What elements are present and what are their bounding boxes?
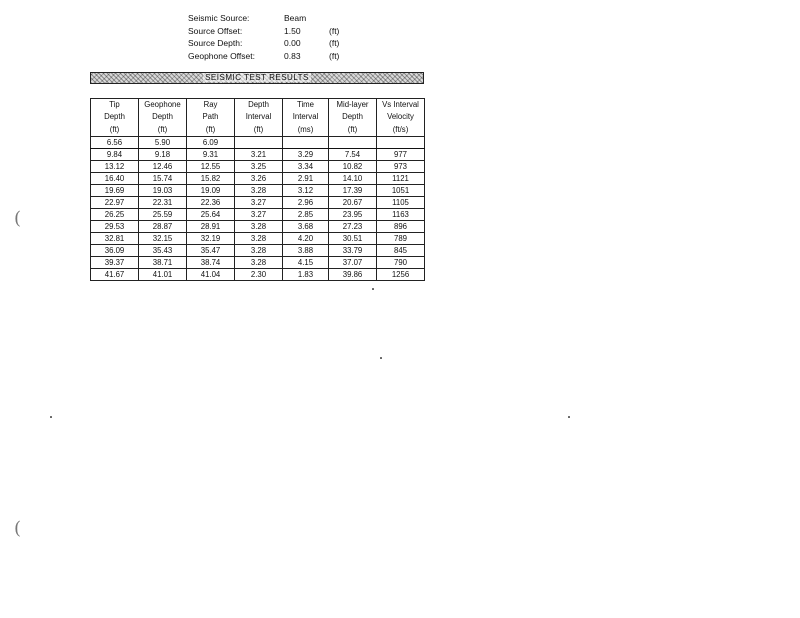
table-cell: 5.90 [139, 137, 187, 149]
table-cell: 17.39 [329, 185, 377, 197]
table-cell: 4.15 [283, 257, 329, 269]
table-cell: 1121 [377, 173, 425, 185]
table-cell: 7.54 [329, 149, 377, 161]
table-cell: 32.81 [91, 233, 139, 245]
column-header: (ft) [139, 123, 187, 137]
column-header: Geophone [139, 99, 187, 112]
table-cell: 39.86 [329, 269, 377, 281]
test-parameters [186, 13, 366, 63]
scan-artifact-dot [380, 357, 382, 359]
table-row [91, 245, 425, 257]
param-row-source-offset [186, 26, 366, 39]
column-header: Ray [187, 99, 235, 112]
column-header: (ft) [91, 123, 139, 137]
table-cell: 3.25 [235, 161, 283, 173]
param-label: Source Depth: [188, 38, 243, 48]
table-cell: 41.01 [139, 269, 187, 281]
column-header: Depth [235, 99, 283, 112]
column-header: Mid-layer [329, 99, 377, 112]
column-header: Depth [91, 111, 139, 123]
table-cell [283, 137, 329, 149]
param-row-source-depth [186, 38, 366, 51]
table-cell: 41.67 [91, 269, 139, 281]
param-label: Geophone Offset: [188, 50, 255, 61]
header-row [91, 111, 425, 123]
table-row [91, 269, 425, 281]
column-header: Vs Interval [377, 99, 425, 112]
column-header: (ft) [235, 123, 283, 137]
table-cell: 1163 [377, 209, 425, 221]
table-cell: 3.28 [235, 257, 283, 269]
column-header: Tip [91, 99, 139, 112]
param-row-geophone-offset [186, 51, 366, 64]
table-cell: 19.09 [187, 185, 235, 197]
table-cell: 19.03 [139, 185, 187, 197]
table-cell: 35.43 [139, 245, 187, 257]
table-cell: 789 [377, 233, 425, 245]
table-cell: 845 [377, 245, 425, 257]
table-cell: 14.10 [329, 173, 377, 185]
table-row [91, 137, 425, 149]
table-cell: 29.53 [91, 221, 139, 233]
table-row [91, 149, 425, 161]
scan-artifact-mark: ( [14, 518, 22, 539]
table-cell: 1256 [377, 269, 425, 281]
table-cell: 9.18 [139, 149, 187, 161]
table-cell: 22.31 [139, 197, 187, 209]
table-cell: 4.20 [283, 233, 329, 245]
column-header: (ms) [283, 123, 329, 137]
table-row [91, 221, 425, 233]
param-unit: (ft) [329, 38, 340, 48]
column-header: Path [187, 111, 235, 123]
table-row [91, 233, 425, 245]
table-cell: 20.67 [329, 197, 377, 209]
table-cell: 3.12 [283, 185, 329, 197]
table-cell: 25.59 [139, 209, 187, 221]
table-cell: 3.28 [235, 245, 283, 257]
seismic-results-table [90, 98, 425, 281]
table-cell: 3.28 [235, 233, 283, 245]
table-cell: 19.69 [91, 185, 139, 197]
table-cell: 3.28 [235, 221, 283, 233]
table-body [91, 137, 425, 281]
column-header: Depth [329, 111, 377, 123]
table-cell: 2.91 [283, 173, 329, 185]
scan-artifact-dot [50, 416, 52, 418]
table-cell: 27.23 [329, 221, 377, 233]
results-banner [90, 72, 424, 84]
column-header: (ft) [187, 123, 235, 137]
table-cell: 25.64 [187, 209, 235, 221]
scan-artifact-mark: ( [14, 208, 22, 229]
table-cell: 6.09 [187, 137, 235, 149]
table-cell: 15.82 [187, 173, 235, 185]
table-cell: 12.55 [187, 161, 235, 173]
table-cell: 16.40 [91, 173, 139, 185]
table-cell: 23.95 [329, 209, 377, 221]
table-cell [329, 137, 377, 149]
table-cell: 3.28 [235, 185, 283, 197]
header-row [91, 123, 425, 137]
table-cell: 1105 [377, 197, 425, 209]
table-cell: 22.97 [91, 197, 139, 209]
table-cell: 28.87 [139, 221, 187, 233]
table-cell: 12.46 [139, 161, 187, 173]
table-row [91, 197, 425, 209]
table-cell: 1051 [377, 185, 425, 197]
table-cell: 33.79 [329, 245, 377, 257]
param-value: 1.50 [284, 25, 301, 36]
table-cell: 38.74 [187, 257, 235, 269]
table-cell: 3.68 [283, 221, 329, 233]
table-cell: 3.26 [235, 173, 283, 185]
table-row [91, 257, 425, 269]
table-row [91, 173, 425, 185]
table-row [91, 209, 425, 221]
table-cell: 9.31 [187, 149, 235, 161]
table-cell: 13.12 [91, 161, 139, 173]
table-cell: 28.91 [187, 221, 235, 233]
table-cell: 790 [377, 257, 425, 269]
column-header: (ft) [329, 123, 377, 137]
table-cell: 2.96 [283, 197, 329, 209]
table-cell: 3.21 [235, 149, 283, 161]
table-cell: 3.29 [283, 149, 329, 161]
table-cell [235, 137, 283, 149]
scan-artifact-dot [568, 416, 570, 418]
table-cell: 3.27 [235, 197, 283, 209]
table-cell: 973 [377, 161, 425, 173]
column-header: (ft/s) [377, 123, 425, 137]
param-unit: (ft) [329, 25, 340, 36]
table-cell: 22.36 [187, 197, 235, 209]
banner-title: SEISMIC TEST RESULTS [205, 73, 309, 82]
table-cell: 10.82 [329, 161, 377, 173]
table-cell: 15.74 [139, 173, 187, 185]
table-cell: 896 [377, 221, 425, 233]
table-cell [377, 137, 425, 149]
table-cell: 3.27 [235, 209, 283, 221]
column-header: Velocity [377, 111, 425, 123]
param-value: 0.83 [284, 50, 301, 61]
param-value: Beam [284, 13, 307, 23]
table-cell: 38.71 [139, 257, 187, 269]
table-cell: 977 [377, 149, 425, 161]
table-cell: 3.88 [283, 245, 329, 257]
param-label: Source Offset: [188, 25, 243, 36]
scan-artifact-dot [372, 288, 374, 290]
table-cell: 36.09 [91, 245, 139, 257]
column-header: Depth [139, 111, 187, 123]
table-row [91, 161, 425, 173]
param-value: 0.00 [284, 38, 301, 48]
table-cell: 26.25 [91, 209, 139, 221]
table-cell: 30.51 [329, 233, 377, 245]
param-unit: (ft) [329, 50, 340, 61]
param-label: Seismic Source: [188, 13, 250, 23]
table-cell: 2.85 [283, 209, 329, 221]
table-cell: 9.84 [91, 149, 139, 161]
header-row [91, 99, 425, 112]
table-cell: 2.30 [235, 269, 283, 281]
table-row [91, 185, 425, 197]
table-cell: 39.37 [91, 257, 139, 269]
column-header: Interval [283, 111, 329, 123]
table-cell: 6.56 [91, 137, 139, 149]
column-header: Time [283, 99, 329, 112]
table-cell: 35.47 [187, 245, 235, 257]
table-cell: 37.07 [329, 257, 377, 269]
table-cell: 41.04 [187, 269, 235, 281]
param-row-seismic-source [186, 13, 366, 26]
table-cell: 32.19 [187, 233, 235, 245]
column-header: Interval [235, 111, 283, 123]
table-cell: 3.34 [283, 161, 329, 173]
table-cell: 32.15 [139, 233, 187, 245]
table-cell: 1.83 [283, 269, 329, 281]
